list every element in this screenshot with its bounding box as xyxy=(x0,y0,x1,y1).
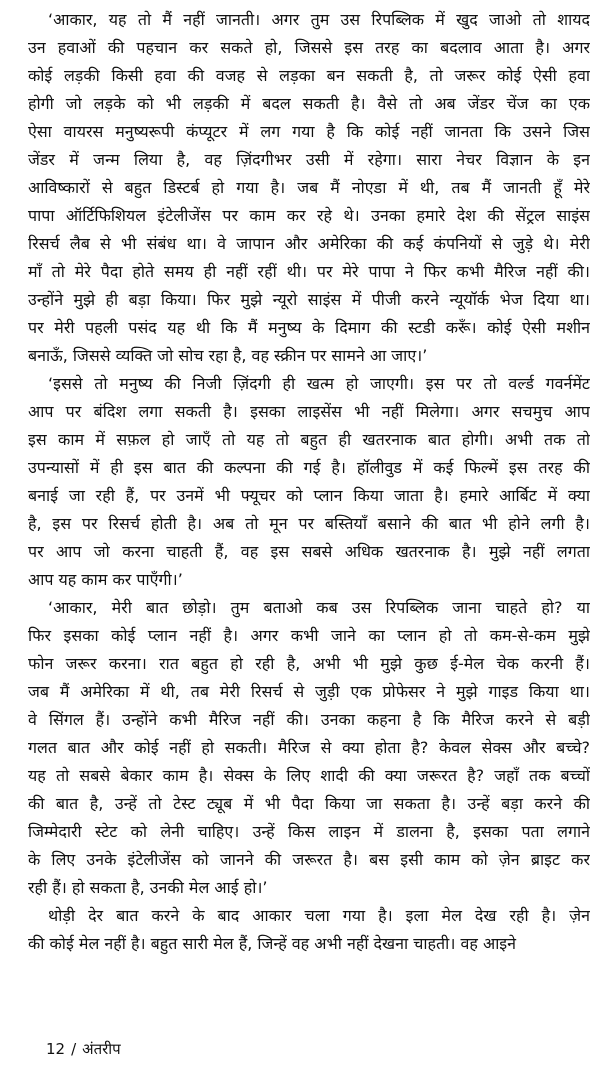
text-line: बनाऊँ, जिससे व्यक्ति जो सोच रहा है, वह स्क्रीन पर सामने आ जाए।’ xyxy=(28,346,428,365)
text-line: की बात है, उन्हें तो टेस्ट ट्यूब में भी पैदा किया जा सकता है। उन्हें बड़ा करने की xyxy=(28,794,590,813)
text-line: होगी जो लड़के को भी लड़की में बदल सकती है। वैसे तो अब जेंडर चेंज का एक xyxy=(28,94,590,113)
paragraph xyxy=(28,370,590,594)
page-footer xyxy=(46,1039,121,1059)
text-line: है, इस पर रिसर्च होती है। अब तो मून पर बस्तियाँ बसाने की बात भी होने लगी है। xyxy=(28,514,590,533)
text-line: थोड़ी देर बात करने के बाद आकार चला गया है। इला मेल देख रही है। ज़ेन xyxy=(48,906,590,925)
footer-separator: / xyxy=(71,1040,77,1058)
book-title: अंतरीप xyxy=(82,1040,121,1058)
text-line: उन्होंने मुझे ही बड़ा किया। फिर मुझे न्यूरो साइंस में पीजी करने न्यूयॉर्क भेज दिया था। xyxy=(28,290,590,309)
text-line: गलत बात और कोई नहीं हो सकती। मैरिज से क्या होता है? केवल सेक्स और बच्चे? xyxy=(28,738,590,757)
text-line: बनाई जा रही हैं, पर उनमें भी फ्यूचर को प्लान किया जाता है। हमारे आर्बिट में क्या xyxy=(28,486,590,505)
text-line: रही हैं। हो सकता है, उनकी मेल आई हो।’ xyxy=(28,878,268,897)
text-line: आप पर बंदिश लगा सकती है। इसका लाइसेंस भी नहीं मिलेगा। अगर सचमुच आप xyxy=(28,402,590,421)
text-line: कोई लड़की किसी हवा की वजह से लड़का बन सकती है, तो जरूर कोई ऐसी हवा xyxy=(28,66,590,85)
text-line: पर आप जो करना चाहती हैं, वह इस सबसे अधिक खतरनाक है। मुझे नहीं लगता xyxy=(28,542,590,561)
text-line: ‘आकार, मेरी बात छोड़ो। तुम बताओ कब उस रिपब्लिक जाना चाहते हो? या xyxy=(48,598,590,617)
paragraph xyxy=(28,902,590,958)
text-line: वे सिंगल हैं। उन्होंने कभी मैरिज नहीं की। उनका कहना है कि मैरिज करने से बड़ी xyxy=(28,710,590,729)
text-line: यह तो सबसे बेकार काम है। सेक्स के लिए शादी की क्या जरूरत है? जहाँ तक बच्चों xyxy=(28,766,590,785)
text-line: ‘इससे तो मनुष्य की निजी ज़िंदगी ही खत्म हो जाएगी। इस पर तो वर्ल्ड गवर्नमेंट xyxy=(48,374,590,393)
text-line: फोन जरूर करना। रात बहुत हो रही है, अभी भी मुझे कुछ ई-मेल चेक करनी हैं। xyxy=(28,654,590,673)
text-line: इस काम में सफ़ल हो जाएँ तो यह तो बहुत ही खतरनाक बात होगी। अभी तक तो xyxy=(28,430,590,449)
text-line: जिम्मेदारी स्टेट को लेनी चाहिए। उन्हें किस लाइन में डालना है, इसका पता लगाने xyxy=(28,822,590,841)
text-line: उन हवाओं की पहचान कर सकते हो, जिससे इस तरह का बदलाव आता है। अगर xyxy=(28,38,590,57)
text-line: जेंडर में जन्म लिया है, वह ज़िंदगीभर उसी में रहेगा। सारा नेचर विज्ञान के इन xyxy=(28,150,590,169)
text-line: के लिए उनके इंटेलीजेंस को जानने की जरूरत है। बस इसी काम को ज़ेन ब्राइट कर xyxy=(28,850,590,869)
text-line: जब मैं अमेरिका में थी, तब मेरी रिसर्च से जुड़ी एक प्रोफेसर ने मुझे गाइड किया था। xyxy=(28,682,590,701)
text-line: आप यह काम कर पाएँगी।’ xyxy=(28,570,183,589)
paragraph xyxy=(28,6,590,370)
text-line: उपन्यासों में ही इस बात की कल्पना की गई है। हॉलीवुड में कई फिल्में इस तरह की xyxy=(28,458,590,477)
text-line: ‘आकार, यह तो मैं नहीं जानती। अगर तुम उस रिपब्लिक में खुद जाओ तो शायद xyxy=(48,10,590,29)
page-number: 12 xyxy=(46,1040,66,1058)
text-line: आविष्कारों से बहुत डिस्टर्ब हो गया है। जब मैं नोएडा में थी, तब मैं जानती हूँ मेरे xyxy=(28,178,590,197)
text-line: पर मेरी पहली पसंद यह थी कि मैं मनुष्य के दिमाग की स्टडी करूँ। कोई ऐसी मशीन xyxy=(28,318,590,337)
text-line: रिसर्च लैब से भी संबंध था। वे जापान और अमेरिका की कई कंपनियों से जुड़े थे। मेरी xyxy=(28,234,590,253)
text-line: फिर इसका कोई प्लान नहीं है। अगर कभी जाने का प्लान हो तो कम-से-कम मुझे xyxy=(28,626,590,645)
body-text xyxy=(28,6,590,958)
text-line: की कोई मेल नहीं है। बहुत सारी मेल हैं, जिन्हें वह अभी नहीं देखना चाहती। वह आइने xyxy=(28,934,517,953)
text-line: ऐसा वायरस मनुष्यरूपी कंप्यूटर में लग गया है कि कोई नहीं जानता कि उसने जिस xyxy=(28,122,590,141)
text-line: पापा ऑर्टिफिशियल इंटेलीजेंस पर काम कर रहे थे। उनका हमारे देश की सेंट्रल साइंस xyxy=(28,206,590,225)
text-line: माँ तो मेरे पैदा होते समय ही नहीं रहीं थी। पर मेरे पापा ने फिर कभी मैरिज नहीं की। xyxy=(28,262,590,281)
paragraph xyxy=(28,594,590,902)
